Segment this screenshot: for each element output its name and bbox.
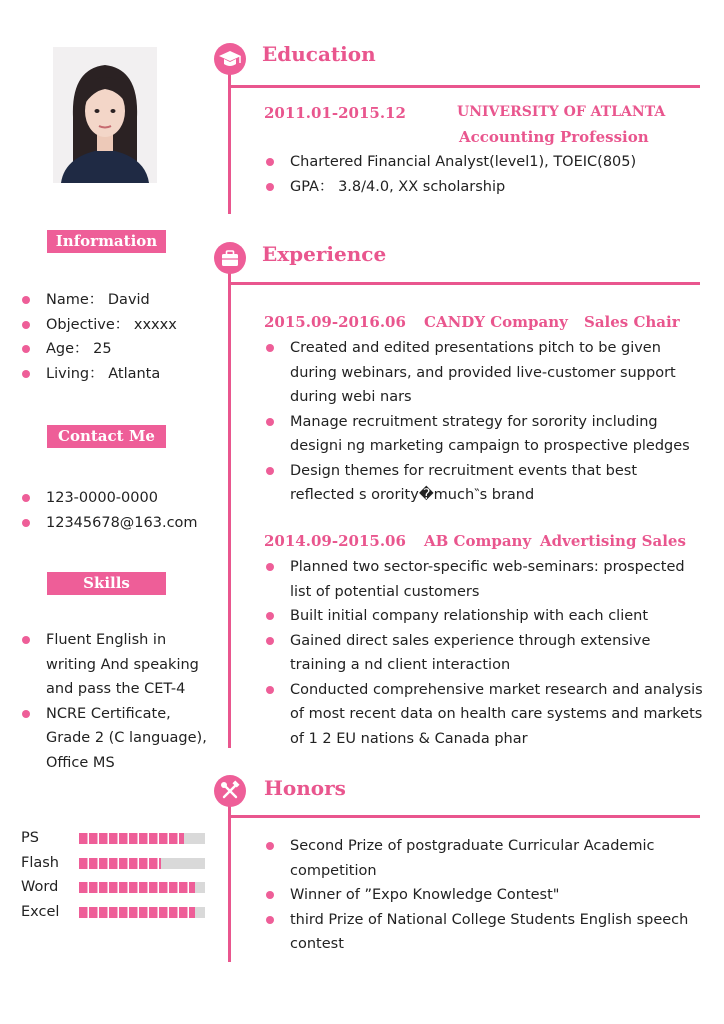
list-item: Name： David [21,288,177,313]
honors-divider [230,815,700,818]
job-role: Sales Chair [584,313,680,331]
list-item: Objective： xxxxx [21,313,177,338]
list-item: Living： Atlanta [21,362,177,387]
skill-bar-track [79,882,205,893]
portrait-image [53,47,157,183]
education-details [264,150,704,199]
skill-name: Word [21,879,59,895]
skills-list [21,628,211,775]
education-divider [230,85,700,88]
list-item: Created and edited presentations pitch to be given during webinars, and provided live-customer support during webi nars [264,336,704,410]
email-address: 12345678@163.com [21,511,198,536]
skill-bar-fill [79,882,195,893]
list-item: Age： 25 [21,337,177,362]
skill-bar-track [79,833,205,844]
contact-list [21,486,198,535]
skill-bar-fill [79,833,184,844]
job-duties [264,336,704,508]
list-item: Winner of ”Expo Knowledge Contest" [264,883,694,908]
skill-name: PS [21,830,39,846]
list-item: Built initial company relationship with each client [264,604,704,629]
skills-label: Skills [47,572,166,595]
education-title: Education [262,42,376,66]
list-item: Second Prize of postgraduate Curricular Academic competition [264,834,694,883]
education-timeline [228,58,231,214]
skill-bar-fill [79,858,161,869]
list-item: Fluent English in writing And speaking and pass the CET-4 [21,628,211,702]
information-label: Information [47,230,166,253]
list-item: third Prize of National College Students English speech contest [264,908,694,957]
education-major: Accounting Profession [459,128,649,146]
education-period: 2011.01-2015.12 [264,104,406,122]
job-duties [264,555,704,751]
list-item: GPA： 3.8/4.0, XX scholarship [264,175,704,200]
job-company: AB Company [424,532,532,550]
contact-label: Contact Me [47,425,166,448]
briefcase-icon [214,242,246,274]
phone-number: 123-0000-0000 [21,486,198,511]
experience-divider [230,282,700,285]
profile-photo [53,47,157,183]
skill-name: Excel [21,903,60,920]
list-item: Manage recruitment strategy for sorority including designi ng marketing campaign to prospective pledges [264,410,704,459]
skill-bar-track [79,858,205,869]
list-item: Design themes for recruitment events that best reflected s orority�much‶s brand [264,459,704,508]
list-item: Conducted comprehensive market research and analysis of most recent data on health care systems and markets of 1 2 EU nations & Canada phar [264,678,704,752]
job-period: 2015.09-2016.06 [264,313,406,331]
list-item: Planned two sector-specific web-seminars: prospected list of potential customers [264,555,704,604]
honors-list [264,834,694,957]
experience-timeline [228,258,231,748]
skill-bar-track [79,907,205,918]
job-company: CANDY Company [424,313,568,331]
graduation-cap-icon [214,43,246,75]
list-item: NCRE Certificate, Grade 2 (C language), Office MS [21,702,211,776]
list-item: Chartered Financial Analyst(level1), TOEIC(805) [264,150,704,175]
skill-bar-fill [79,907,195,918]
experience-title: Experience [262,242,387,266]
honors-title: Honors [264,776,346,800]
list-item: Gained direct sales experience through extensive training a nd client interaction [264,629,704,678]
education-school: UNIVERSITY OF ATLANTA [457,104,666,120]
tools-icon [214,775,246,807]
information-list [21,288,177,386]
job-period: 2014.09-2015.06 [264,532,406,550]
job-role: Advertising Sales [540,532,686,550]
skill-name: Flash [21,854,59,871]
